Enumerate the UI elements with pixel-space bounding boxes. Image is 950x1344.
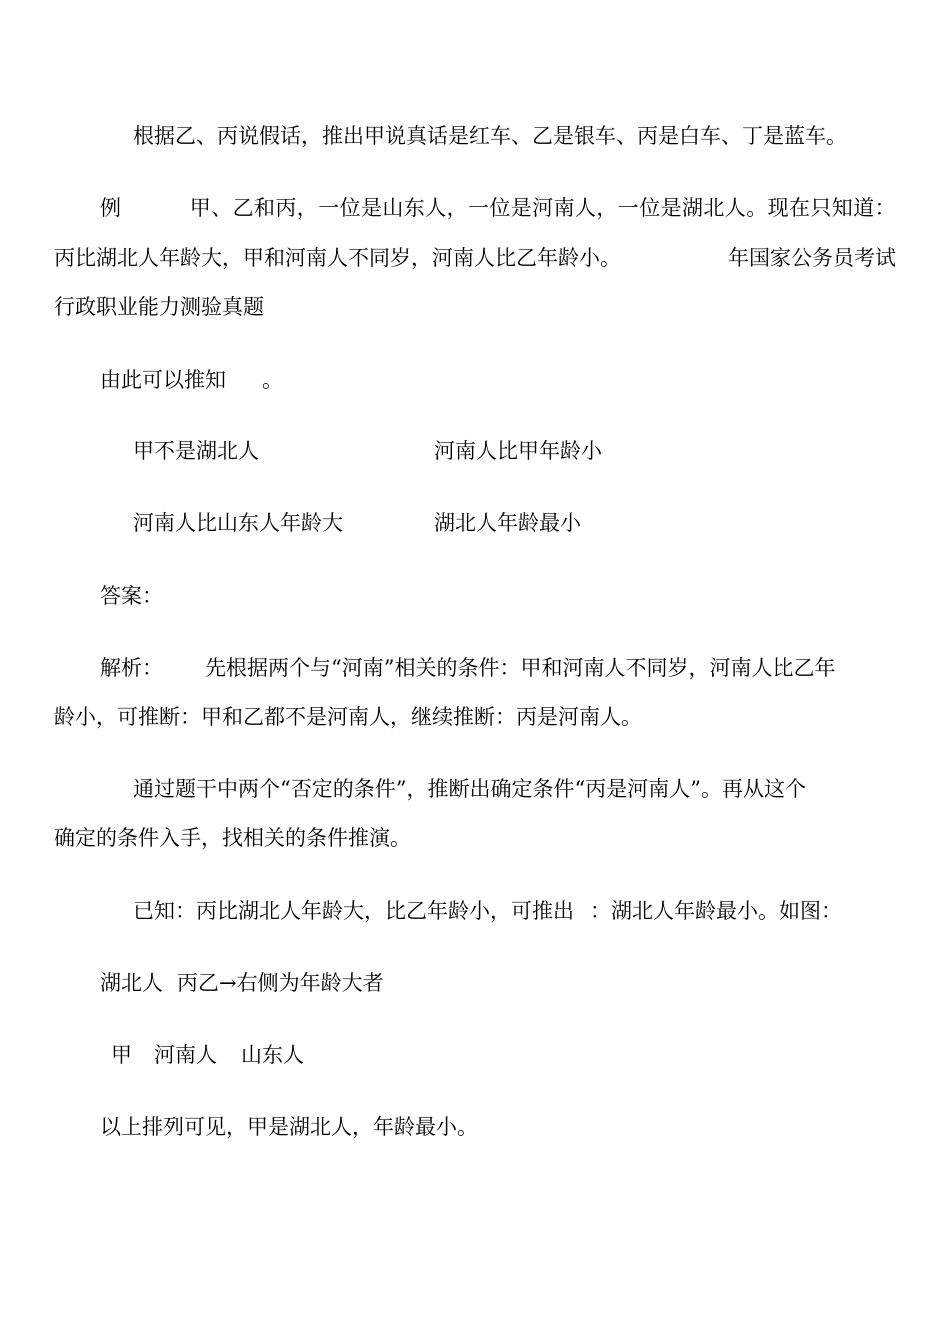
example-line-2 bbox=[54, 246, 896, 270]
example-text-line2b: 年国家公务员考试 bbox=[728, 246, 896, 270]
example-text-line3: 行政职业能力测验真题 bbox=[54, 295, 264, 319]
answer-line bbox=[100, 584, 163, 608]
paragraph-through-text-1: 通过题干中两个“否定的条件”，推断出确定条件“丙是河南人”。再从这个 bbox=[133, 777, 806, 801]
example-label-wrap bbox=[54, 196, 121, 220]
option-b bbox=[434, 439, 602, 463]
paragraph-through-line-1 bbox=[133, 777, 806, 801]
example-line-3 bbox=[54, 295, 264, 319]
option-a-text: 甲不是湖北人 bbox=[133, 439, 259, 463]
option-d-text: 湖北人年龄最小 bbox=[434, 511, 581, 535]
paragraph-known-text-b: ：湖北人年龄最小。如图： bbox=[590, 899, 842, 923]
example-line-1 bbox=[54, 196, 896, 220]
example-text: 甲、乙和丙，一位是山东人，一位是河南人，一位是湖北人。现在只知道： bbox=[189, 196, 896, 220]
paragraph-text: 根据乙、丙说假话，推出甲说真话是红车、乙是银车、丙是白车、丁是蓝车。 bbox=[133, 124, 847, 148]
conclusion-text: 以上排列可见，甲是湖北人，年龄最小。 bbox=[100, 1115, 478, 1139]
analysis-text-1: 先根据两个与“河南”相关的条件：甲和河南人不同岁，河南人比乙年 bbox=[205, 656, 836, 680]
diagram-bing-yi: 丙乙→右侧为年龄大者 bbox=[177, 971, 384, 995]
diagram-jia: 甲 bbox=[111, 1043, 132, 1067]
question-line bbox=[100, 368, 283, 392]
conclusion-line bbox=[100, 1115, 478, 1139]
question-end: 。 bbox=[262, 368, 283, 392]
paragraph-through-line-2 bbox=[54, 826, 411, 850]
diagram-row-2 bbox=[111, 1043, 304, 1067]
paragraph-known-text-a: 已知：丙比湖北人年龄大，比乙年龄小，可推出 bbox=[133, 899, 574, 923]
analysis-text-2: 龄小，可推断：甲和乙都不是河南人，继续推断：丙是河南人。 bbox=[54, 705, 642, 729]
paragraph-known bbox=[133, 899, 842, 923]
diagram-henan: 河南人 bbox=[154, 1043, 217, 1067]
question-text: 由此可以推知 bbox=[100, 368, 226, 392]
option-d bbox=[434, 511, 581, 535]
example-label: 例 bbox=[100, 196, 121, 220]
option-c-text: 河南人比山东人年龄大 bbox=[133, 511, 343, 535]
example-text-line2a: 丙比湖北人年龄大，甲和河南人不同岁，河南人比乙年龄小。 bbox=[54, 246, 621, 270]
paragraph-through-text-2: 确定的条件入手，找相关的条件推演。 bbox=[54, 826, 411, 850]
option-c bbox=[133, 511, 343, 535]
answer-label: 答案： bbox=[100, 584, 163, 608]
diagram-row-1 bbox=[100, 971, 384, 995]
option-b-text: 河南人比甲年龄小 bbox=[434, 439, 602, 463]
diagram-hubei: 湖北人 bbox=[100, 971, 163, 995]
analysis-line-2 bbox=[54, 705, 642, 729]
paragraph-conclusion-prev bbox=[133, 124, 847, 148]
analysis-label: 解析： bbox=[100, 656, 163, 680]
analysis-line-1 bbox=[100, 656, 835, 680]
diagram-shandong: 山东人 bbox=[241, 1043, 304, 1067]
option-a bbox=[133, 439, 259, 463]
